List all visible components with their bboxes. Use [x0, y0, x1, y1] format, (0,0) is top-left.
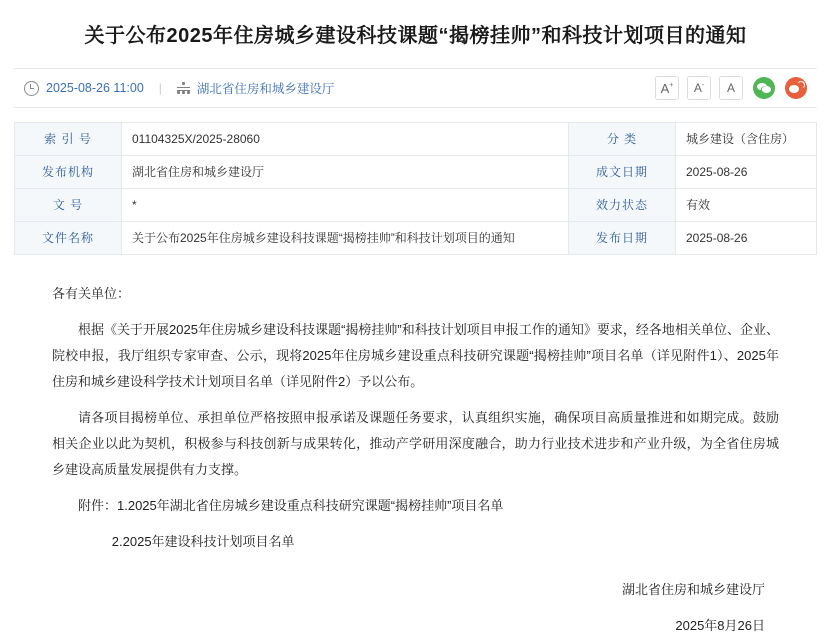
title-area — [0, 0, 831, 68]
organization-icon — [177, 82, 190, 95]
table-row — [15, 123, 817, 156]
body-paragraph-1: 根据《关于开展2025年住房城乡建设科技课题“揭榜挂帅”和科技计划项目申报工作的通知》要求，经各地相关单位、企业、院校申报，我厅组织专家审查、公示，现将2025年住房城乡建设重点科技研究课题“揭榜挂帅”项目名单（详见附件1）、2025年住房和城乡建设科学技术计划项目名单（详见附件2）予以公布。 — [52, 322, 779, 389]
table-row — [15, 189, 817, 222]
attachment-line-2: 2.2025年建设科技计划项目名单 — [111, 534, 295, 549]
info-label-publisher: 发布机构 — [15, 156, 122, 189]
attachment-line-1: 附件：1.2025年湖北省住房城乡建设重点科技研究课题“揭榜挂帅”项目名单 — [78, 498, 504, 513]
font-size-decrease-sup: - — [701, 81, 705, 89]
organization-icon-nodes — [177, 91, 190, 95]
info-value-status: 有效 — [676, 189, 817, 222]
font-size-increase-sup: + — [669, 81, 674, 89]
weibo-share-icon[interactable] — [785, 77, 807, 99]
info-value-publisher: 湖北省住房和城乡建设厅 — [122, 156, 569, 189]
salutation: 各有关单位： — [52, 286, 131, 301]
document-body — [52, 281, 779, 639]
wechat-share-icon[interactable] — [753, 77, 775, 99]
info-label-doc-number: 文 号 — [15, 189, 122, 222]
font-size-increase-label: A — [660, 80, 670, 96]
info-label-file-name: 文件名称 — [15, 222, 122, 255]
signature-organization: 湖北省住房和城乡建设厅 — [621, 582, 765, 597]
meta-bar — [14, 68, 817, 108]
info-value-publish-date: 2025-08-26 — [676, 222, 817, 255]
document-info-table — [14, 122, 817, 255]
meta-right-group — [655, 76, 807, 100]
info-label-status: 效力状态 — [569, 189, 676, 222]
table-row — [15, 156, 817, 189]
signature-date: 2025年8月26日 — [675, 618, 765, 633]
font-size-decrease-label: A — [693, 81, 702, 95]
font-size-increase-button[interactable] — [655, 76, 679, 100]
page-title: 关于公布2025年住房城乡建设科技课题“揭榜挂帅”和科技计划项目的通知 — [84, 25, 747, 47]
info-label-index: 索 引 号 — [15, 123, 122, 156]
info-value-file-name: 关于公布2025年住房城乡建设科技课题“揭榜挂帅”和科技计划项目的通知 — [122, 222, 569, 255]
info-label-publish-date: 发布日期 — [569, 222, 676, 255]
body-paragraph-2: 请各项目揭榜单位、承担单位严格按照申报承诺及课题任务要求，认真组织实施，确保项目高质量推进和如期完成。鼓励相关企业以此为契机，积极参与科技创新与成果转化，推动产学研用深度融合，助力行业技术进步和产业升级，为全省住房城乡建设高质量发展提供有力支撑。 — [52, 410, 779, 477]
font-size-default-button[interactable] — [719, 76, 743, 100]
publish-time: 2025-08-26 11:00 — [46, 81, 144, 95]
info-value-doc-number: * — [122, 189, 569, 222]
font-size-decrease-button[interactable] — [687, 76, 711, 100]
clock-icon — [24, 81, 39, 96]
meta-separator: | — [158, 81, 162, 95]
source-link[interactable]: 湖北省住房和城乡建设厅 — [196, 82, 335, 96]
meta-left-group — [24, 79, 334, 97]
font-size-default-label: A — [726, 81, 735, 95]
info-label-category: 分 类 — [569, 123, 676, 156]
info-value-category: 城乡建设（含住房） — [676, 123, 817, 156]
table-row — [15, 222, 817, 255]
info-value-index: 01104325X/2025-28060 — [122, 123, 569, 156]
info-value-writing-date: 2025-08-26 — [676, 156, 817, 189]
info-label-writing-date: 成文日期 — [569, 156, 676, 189]
